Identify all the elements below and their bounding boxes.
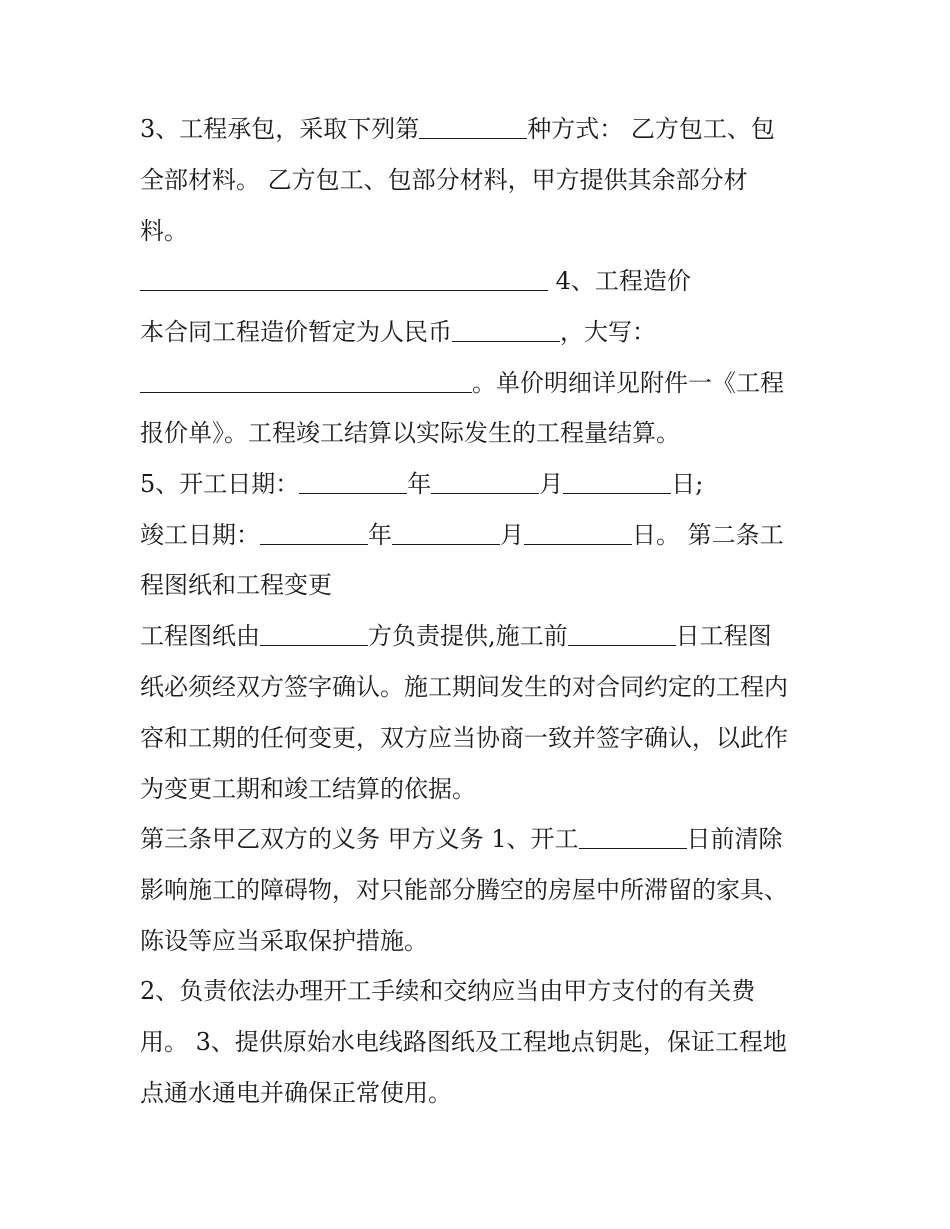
text: 容和工期的任何变更，双方应当协商一致并签字确认，以此作 xyxy=(140,724,788,752)
article-3-line-4 xyxy=(140,973,755,1009)
blank-field xyxy=(260,520,368,545)
text: 5、开工日期： xyxy=(140,470,300,498)
article-2-line-4 xyxy=(140,771,476,807)
blank-field xyxy=(140,266,548,291)
clause-4-line-2 xyxy=(140,365,784,401)
clause-4-line-1 xyxy=(140,314,656,350)
text: 日前清除 xyxy=(686,825,783,853)
text: 日工程图 xyxy=(675,622,772,650)
article-2-line-3 xyxy=(140,720,788,756)
text: 2、负责依法办理开工手续和交纳应当由甲方支付的有关费 xyxy=(140,977,756,1005)
article-3-line-1 xyxy=(140,821,783,857)
text: 程图纸和工程变更 xyxy=(140,571,332,599)
text: 年 xyxy=(368,521,392,549)
blank-field xyxy=(452,317,560,342)
text: 月 xyxy=(539,470,564,498)
article-3-line-3 xyxy=(140,923,428,959)
article-3-line-5 xyxy=(140,1024,787,1060)
blank-field xyxy=(579,824,687,849)
text: ，大写： xyxy=(560,318,656,346)
text: 全部材料。 乙方包工、包部分材料，甲方提供其余部分材 xyxy=(140,166,748,194)
clause-5-start-date xyxy=(140,466,703,502)
blank-field xyxy=(419,114,527,139)
article-3-line-6 xyxy=(140,1075,452,1111)
text: 第三条甲乙双方的义务 甲方义务 1、开工 xyxy=(140,825,579,853)
article-3-line-2 xyxy=(140,872,788,908)
blank-field xyxy=(568,621,676,646)
text: 本合同工程造价暂定为人民币 xyxy=(140,318,452,346)
blank-field xyxy=(392,520,500,545)
blank-field xyxy=(431,469,539,494)
clause-5-end-date xyxy=(140,517,784,553)
text: 工程图纸由 xyxy=(140,622,260,650)
clause-4-heading xyxy=(140,263,691,299)
text: 种方式： 乙方包工、包 xyxy=(527,115,775,143)
text: 年 xyxy=(407,470,432,498)
text: 陈设等应当采取保护措施。 xyxy=(140,927,428,955)
text: 影响施工的障碍物，对只能部分腾空的房屋中所滞留的家具、 xyxy=(140,876,788,904)
blank-field xyxy=(140,368,472,393)
blank-field xyxy=(524,520,632,545)
text: 点通水通电并确保正常使用。 xyxy=(140,1079,452,1107)
text: 纸必须经双方签字确认。施工期间发生的对合同约定的工程内 xyxy=(140,673,788,701)
clause-3-line-2 xyxy=(140,162,748,198)
text: 日。 第二条工 xyxy=(632,521,784,549)
blank-field xyxy=(299,469,407,494)
text: 月 xyxy=(500,521,524,549)
clause-3-line-1 xyxy=(140,111,775,147)
text: 。单价明细详见附件一《工程 xyxy=(472,369,784,397)
text: 为变更工期和竣工结算的依据。 xyxy=(140,775,476,803)
text: 料。 xyxy=(140,217,188,245)
text: 4、工程造价 xyxy=(555,267,691,295)
blank-field xyxy=(563,469,671,494)
article-2-line-1 xyxy=(140,618,772,654)
text: 方负责提供,施工前 xyxy=(368,622,568,650)
clause-4-line-3 xyxy=(140,415,680,451)
clause-3-line-3 xyxy=(140,213,188,249)
text: 报价单》。工程竣工结算以实际发生的工程量结算。 xyxy=(140,419,680,447)
text: 3、工程承包，采取下列第 xyxy=(140,115,420,143)
text: 日; xyxy=(671,470,704,498)
blank-field xyxy=(260,621,368,646)
text: 竣工日期： xyxy=(140,521,260,549)
article-2-line-2 xyxy=(140,669,788,705)
article-2-heading xyxy=(140,567,332,603)
text: 用。 3、提供原始水电线路图纸及工程地点钥匙，保证工程地 xyxy=(140,1028,787,1056)
